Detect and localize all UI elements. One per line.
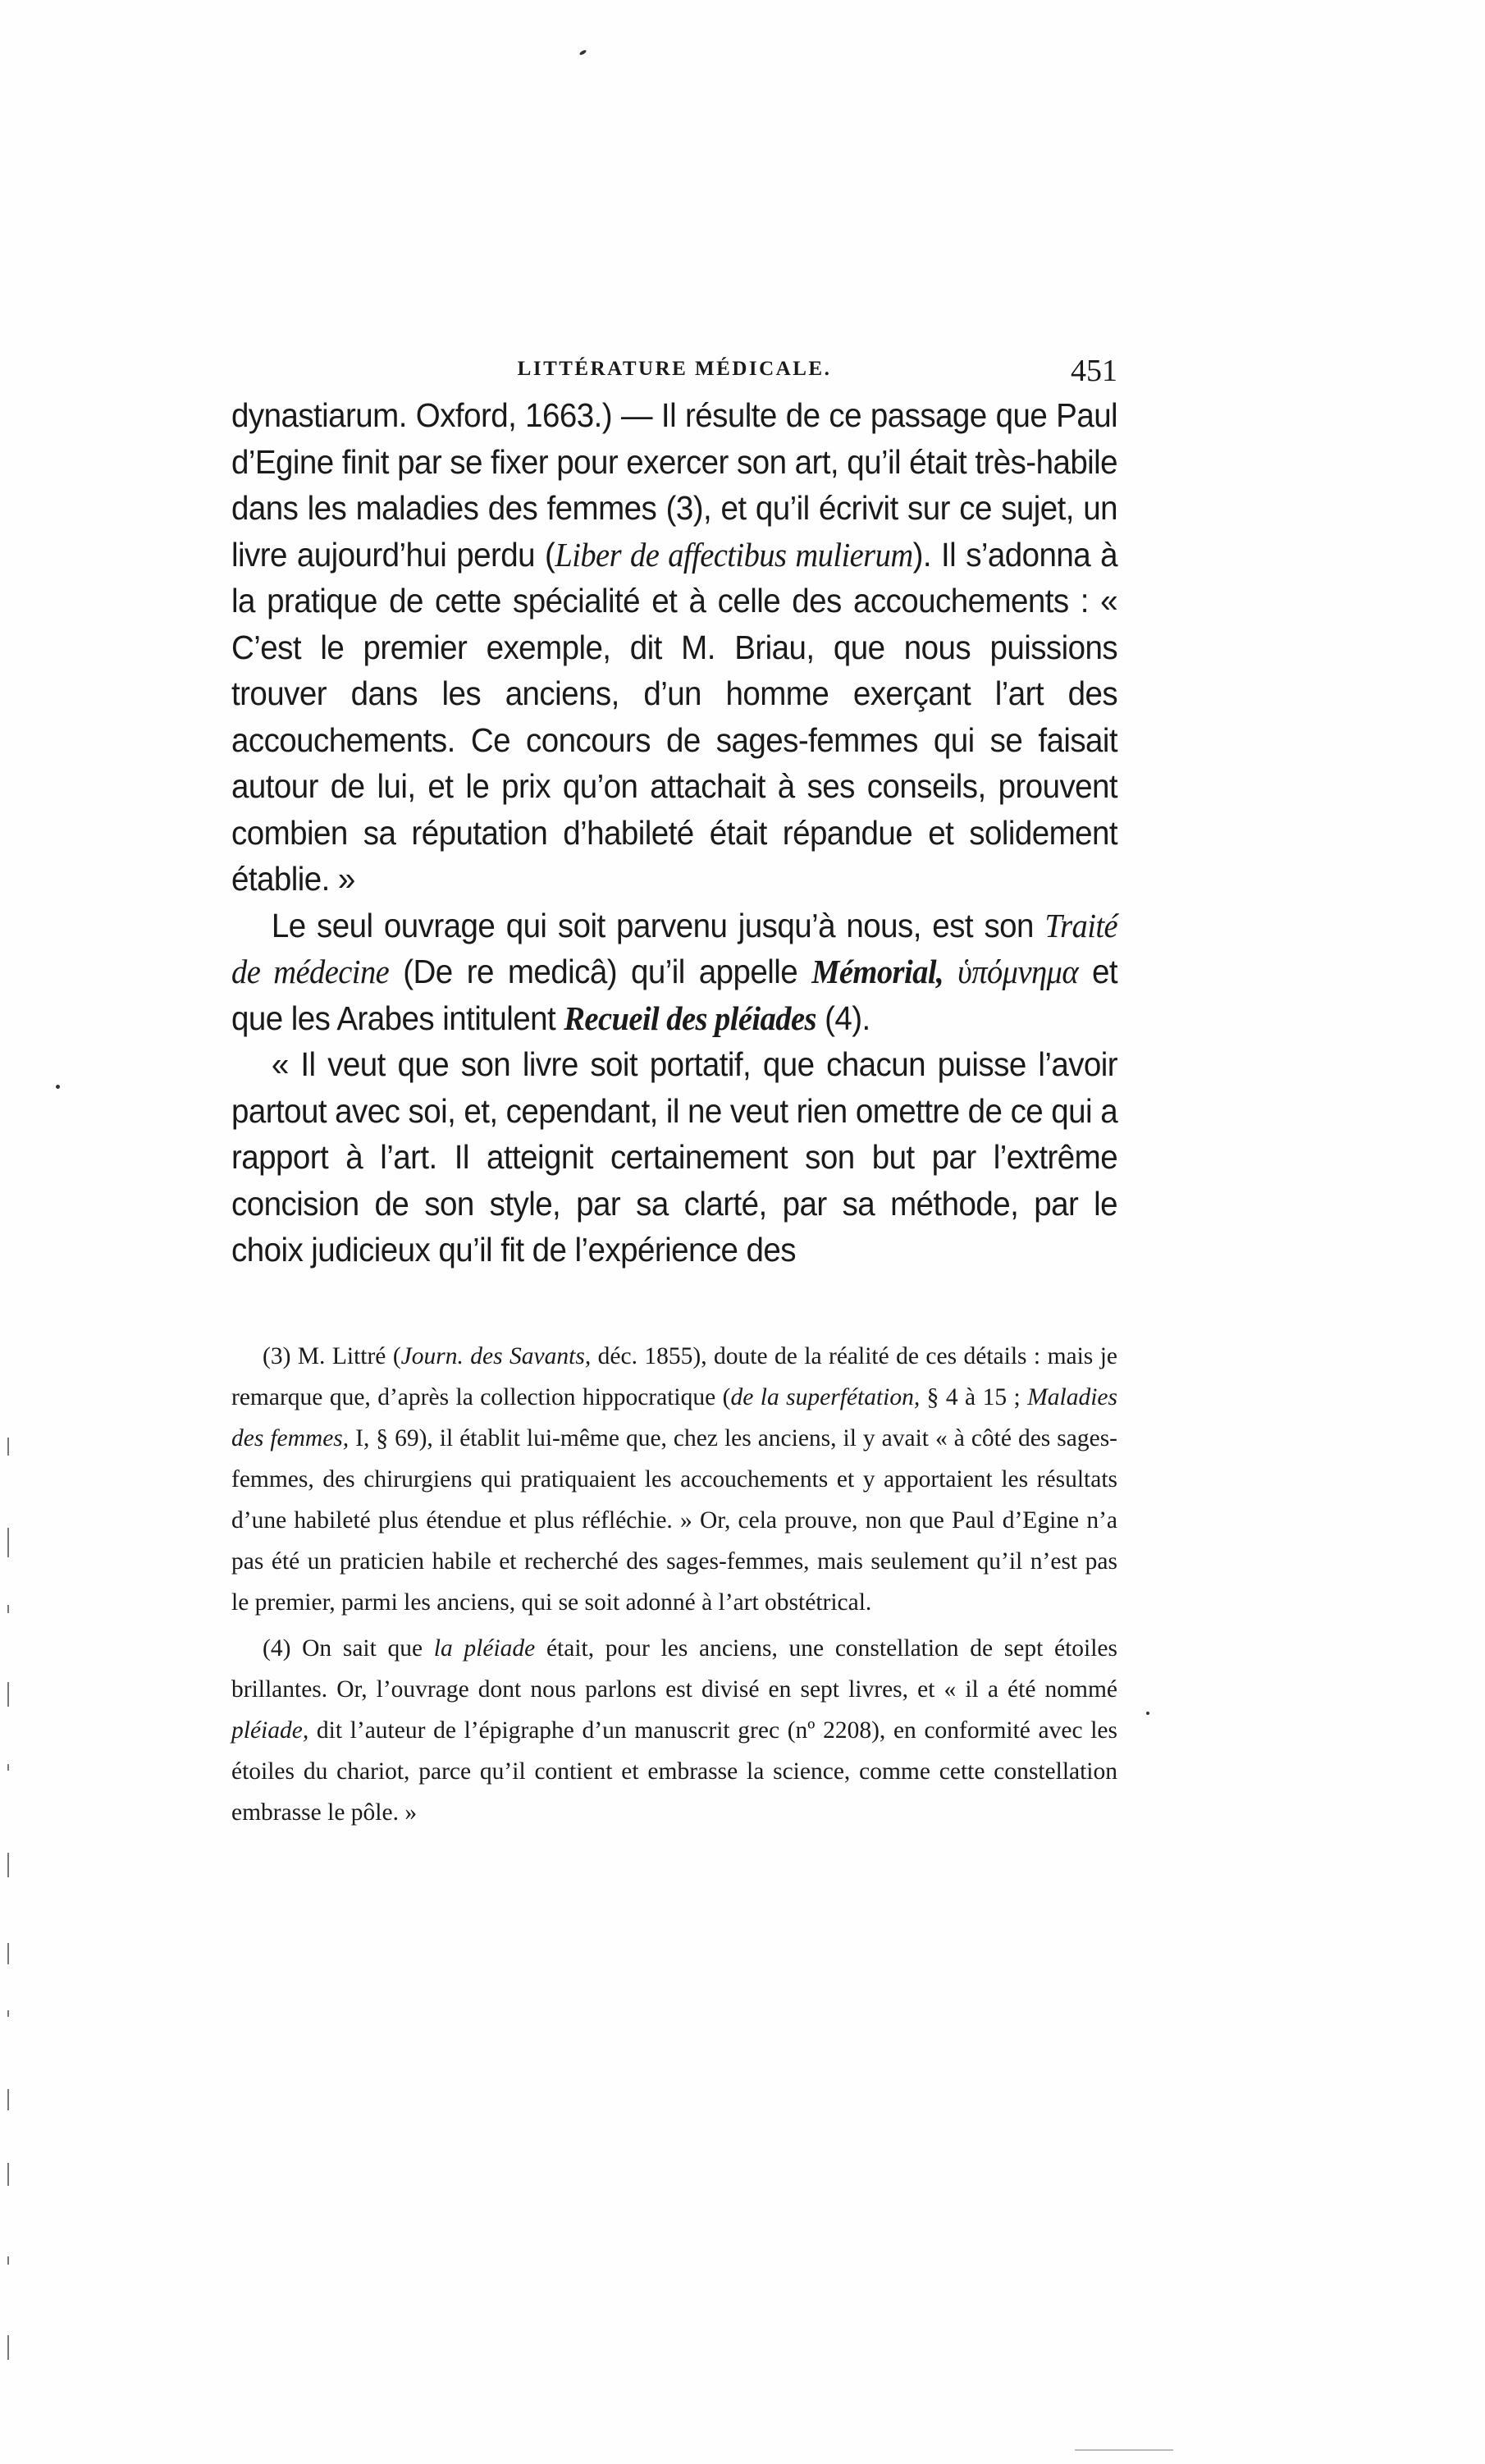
italic-title: Journ. des Savants,: [400, 1343, 592, 1369]
text-run: « Il veut que son livre soit portatif, que chacun puisse l’avoir partout avec soi, et, cependant, il ne veut rien omettre de ce qui a rapport à l’art. Il atteignit certainement son but par l’extrême concision de son style, par sa clarté, par sa méthode, par le choix judicieux qu’il fit de l’expérience des: [231, 1045, 1118, 1269]
text-run: I, § 69), il établit lui-même que, chez les anciens, il y avait « à côté des sages-femmes, des chirurgiens qui pratiquaient les accouchements et y apportaient les résultats d’une habileté plus étendue et plus réfléchie. » Or, cela prouve, non que Paul d’Egine n’a pas été un praticien habile et recherché des sages-femmes, mais seulement qu’il n’est pas le premier, parmi les anciens, qui se soit adonné à l’art obstétrical.: [231, 1425, 1117, 1616]
margin-mark: [7, 1605, 9, 1613]
text-run: déc. 1855), doute de la réalité de ces détails : mais je remarque que, d’après la collection hippocratique (: [231, 1343, 1118, 1410]
italic-title: Mémorial,: [811, 953, 944, 990]
text-run: était, pour les anciens, une constellation de sept étoiles brillantes. Or, l’ouvrage dont nous parlons est divisé en sept livres, et « il a été nommé: [231, 1635, 1117, 1703]
margin-mark: [7, 2163, 9, 2186]
body-text: [231, 392, 1117, 1273]
italic-title: Traité de médecine: [231, 906, 1118, 990]
scan-edge-rule: [1075, 2449, 1173, 2451]
footnotes: [231, 1336, 1117, 1838]
margin-mark: [7, 2256, 9, 2265]
margin-mark: [7, 1764, 9, 1771]
text-run: § 4 à 15 ;: [920, 1384, 1028, 1410]
ink-speck: [1146, 1712, 1149, 1715]
margin-mark: [7, 1438, 9, 1456]
paragraph-2: [231, 903, 1117, 1042]
text-run: (3) M. Littré (: [263, 1343, 401, 1369]
footnote-3: [231, 1336, 1117, 1623]
margin-mark: [7, 1682, 9, 1707]
italic-title: de la superfétation,: [730, 1384, 921, 1410]
italic-title: Maladies des femmes,: [231, 1384, 1117, 1451]
ink-speck: [56, 1085, 60, 1089]
text-run: (De re medicâ) qu’il appelle: [389, 953, 812, 990]
page-header: [231, 353, 1117, 392]
text-run: ). Il s’adonna à la pratique de cette spécialité et à celle des accouchements : « C’est le premier exemple, dit M. Briau, que nous puissions trouver dans les anciens, d’un homme exerçant l’art des accouchements. Ce concours de sages-femmes qui se faisait autour de lui, et le prix qu’on attachait à ses conseils, prouvent combien sa réputation d’habileté était répandue et solidement établie. »: [231, 535, 1118, 898]
italic-title: Liber de affectibus mulierum: [555, 535, 913, 574]
italic-title: pléiade,: [231, 1717, 309, 1744]
margin-mark: [7, 2089, 9, 2110]
italic-title: la pléiade: [433, 1635, 536, 1662]
running-title: LITTÉRATURE MÉDICALE.: [517, 358, 832, 380]
margin-mark: [7, 1853, 9, 1877]
paragraph-3: [231, 1041, 1117, 1273]
text-run: (4).: [816, 999, 870, 1037]
margin-mark: [7, 1943, 9, 1964]
text-run: Le seul ouvrage qui soit parvenu jusqu’à nous, est son: [271, 906, 1045, 944]
margin-mark: [7, 2010, 9, 2017]
text-run: dynastiarum. Oxford, 1663.) — Il résulte de ce passage que Paul d’Egine finit par se fixer pour exercer son art, qu’il était très-habile dans les maladies des femmes (3), et qu’il écrivit sur ce sujet, un livre aujourd’hui perdu (: [231, 396, 1118, 574]
footnote-4: [231, 1628, 1117, 1833]
text-run: et que les Arabes intitulent: [231, 953, 1118, 1037]
paragraph-1: [231, 392, 1117, 903]
margin-mark: [7, 2335, 9, 2360]
margin-mark: [7, 1528, 9, 1557]
page-number: 451: [1071, 354, 1117, 388]
italic-title: Recueil des pléiades: [564, 999, 816, 1037]
text-run: (4) On sait que: [263, 1635, 434, 1662]
text-run: dit l’auteur de l’épigraphe d’un manuscrit grec (nº 2208), en conformité avec les étoiles du chariot, parce qu’il contient et embrasse la science, comme cette constellation embrasse le pôle. »: [231, 1717, 1117, 1826]
greek-word: ὑπόμνημα: [957, 953, 1079, 990]
ink-speck: [579, 49, 587, 56]
